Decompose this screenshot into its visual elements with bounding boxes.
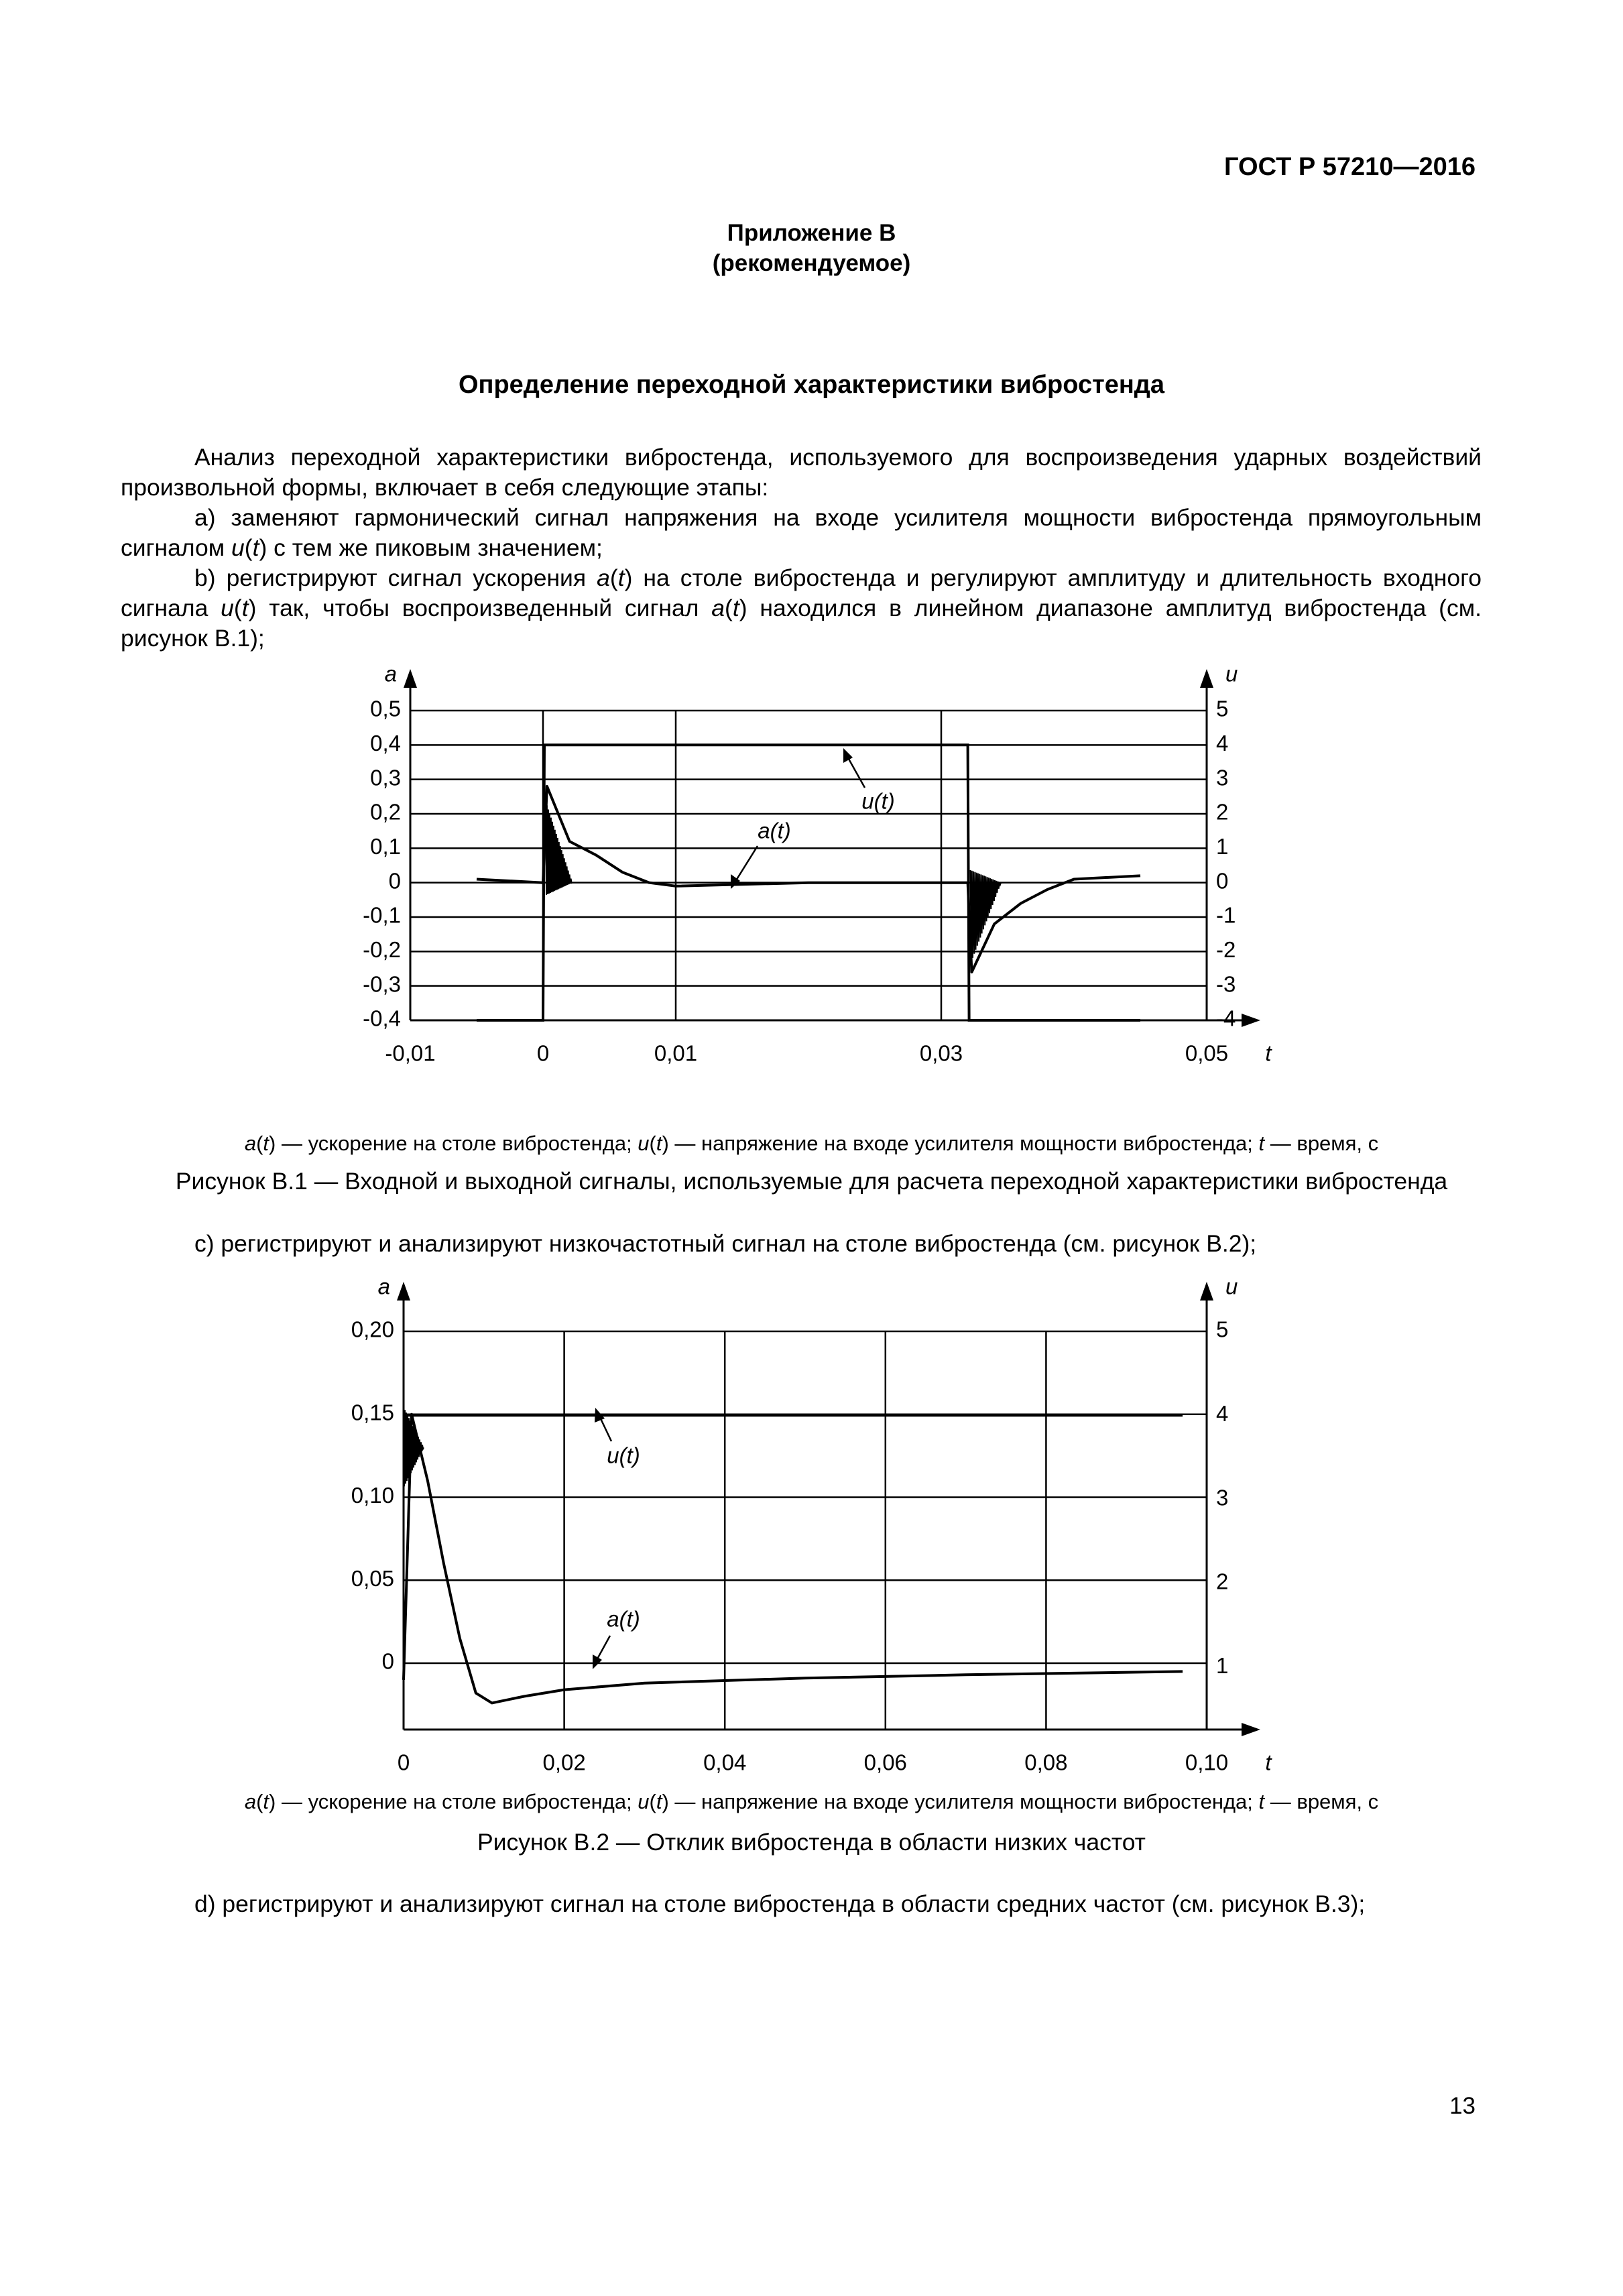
y-axis-right-arrow-icon [1200, 1282, 1213, 1301]
y-tick-label-right: 1 [1216, 1652, 1229, 1678]
step-c-block [121, 1229, 1482, 1259]
y-tick-label-left: 0,15 [351, 1400, 394, 1425]
y-tick-label-left: 0,5 [370, 696, 401, 721]
y-tick-label-right: 5 [1216, 1317, 1229, 1342]
y-axis-label-right: u [1225, 661, 1238, 686]
paragraph-step-d: d) регистрируют и анализируют сигнал на столе вибростенда в области средних частот (см. рисунок В.3); [194, 1890, 1366, 1917]
series-label-a: a(t) [607, 1606, 640, 1632]
y-tick-label-right: 4 [1216, 731, 1229, 756]
y-tick-label-right: -1 [1216, 902, 1236, 928]
appendix-status: (рекомендуемое) [712, 250, 911, 276]
x-axis-arrow-icon [1242, 1014, 1260, 1027]
y-tick-label-left: 0,20 [351, 1317, 394, 1342]
series-label-a: a(t) [758, 818, 791, 843]
y-axis-label-left: a [377, 1274, 390, 1299]
y-tick-label-right: -4 [1216, 1006, 1236, 1031]
paragraph-step-b: b) регистрируют сигнал ускорения a(t) на столе вибростенда и регулируют амплитуду и длительность входного сигнала u(t) так, чтобы воспроизведенный сигнал a(t) находился в линейном диапазоне амплитуд вибростенда (см. рисунок В.1); [121, 564, 1482, 652]
y-tick-label-right: 2 [1216, 1569, 1229, 1594]
y-axis-left-arrow-icon [397, 1282, 410, 1301]
y-tick-label-left: 0,1 [370, 834, 401, 859]
x-tick-label: 0,03 [919, 1040, 963, 1066]
x-tick-label: 0,10 [1185, 1750, 1229, 1775]
y-tick-label-left: 0,2 [370, 799, 401, 825]
figure-b1-legend: a(t) — ускорение на столе вибростенда; u(t) — напряжение на входе усилителя мощности вибростенда; t — время, с [244, 1132, 1379, 1155]
section-title: Определение переходной характеристики вибростенда [458, 371, 1165, 399]
y-tick-label-right: -2 [1216, 937, 1236, 963]
standard-number: ГОСТ Р 57210—2016 [1224, 153, 1476, 181]
y-axis-right-arrow-icon [1200, 669, 1213, 688]
x-tick-label: -0,01 [385, 1040, 436, 1066]
y-tick-label-right: 0 [1216, 868, 1229, 894]
series-a-oscillation-burst [971, 870, 1002, 962]
x-tick-label: 0 [536, 1040, 550, 1066]
series-label-u: u(t) [861, 788, 895, 814]
figure-b2-caption: Рисунок В.2 — Отклик вибростенда в области низких частот [477, 1829, 1146, 1856]
y-tick-label-left: 0 [388, 868, 401, 894]
y-tick-label-left: 0 [381, 1648, 394, 1674]
series-line-a [404, 1414, 1183, 1703]
x-tick-label: 0,04 [703, 1750, 747, 1775]
y-tick-label-right: 2 [1216, 799, 1229, 825]
figure-b1-caption: Рисунок В.1 — Входной и выходной сигналы, используемые для расчета переходной характеристики вибростенда [175, 1168, 1448, 1195]
y-axis-label-right: u [1225, 1274, 1238, 1299]
x-tick-label: 0,08 [1024, 1750, 1068, 1775]
y-tick-label-left: -0,3 [363, 971, 401, 997]
series-label-u: u(t) [607, 1443, 640, 1468]
pointer-arrow-icon [843, 748, 853, 763]
x-axis-label: t [1265, 1040, 1272, 1066]
y-tick-label-left: 0,4 [370, 731, 401, 756]
x-tick-label: 0,05 [1185, 1040, 1229, 1066]
x-axis-label: t [1265, 1750, 1272, 1775]
x-tick-label: 0 [397, 1750, 410, 1775]
figure-b1-chart [363, 662, 1272, 1066]
y-tick-label-right: 4 [1216, 1401, 1229, 1427]
y-axis-label-left: a [384, 661, 397, 686]
y-tick-label-right: 3 [1216, 1485, 1229, 1510]
figure-b2-chart [351, 1274, 1273, 1775]
y-tick-label-left: 0,05 [351, 1565, 394, 1591]
y-tick-label-left: 0,3 [370, 765, 401, 790]
page-number: 13 [1449, 2093, 1476, 2119]
y-axis-left-arrow-icon [404, 669, 417, 688]
pointer-arrow-icon [593, 1654, 602, 1669]
x-tick-label: 0,06 [863, 1750, 907, 1775]
y-tick-label-right: 5 [1216, 696, 1229, 721]
x-axis-arrow-icon [1242, 1723, 1260, 1736]
paragraph-step-a: а) заменяют гармонический сигнал напряжения на входе усилителя мощности вибростенда прямоугольным сигналом u(t) с тем же пиковым значением; [121, 504, 1482, 561]
y-tick-label-left: 0,10 [351, 1483, 394, 1508]
x-tick-label: 0,02 [542, 1750, 586, 1775]
y-tick-label-left: -0,4 [363, 1006, 401, 1031]
figure-b2-legend: a(t) — ускорение на столе вибростенда; u(t) — напряжение на входе усилителя мощности вибростенда; t — время, с [244, 1790, 1379, 1813]
appendix-label: Приложение В [727, 220, 896, 246]
series-label-a-pointer [734, 846, 758, 884]
step-d-block [121, 1889, 1482, 1919]
paragraph-intro: Анализ переходной характеристики вибростенда, используемого для воспроизведения ударных воздействий произвольной формы, включает в себя следующие этапы: [121, 444, 1482, 501]
y-tick-label-right: 3 [1216, 765, 1229, 790]
y-tick-label-right: -3 [1216, 971, 1236, 997]
x-tick-label: 0,01 [654, 1040, 698, 1066]
y-tick-label-left: -0,1 [363, 902, 401, 928]
y-tick-label-left: -0,2 [363, 937, 401, 963]
paragraph-step-c: с) регистрируют и анализируют низкочастотный сигнал на столе вибростенда (см. рисунок В.2); [194, 1230, 1257, 1257]
y-tick-label-right: 1 [1216, 834, 1229, 859]
